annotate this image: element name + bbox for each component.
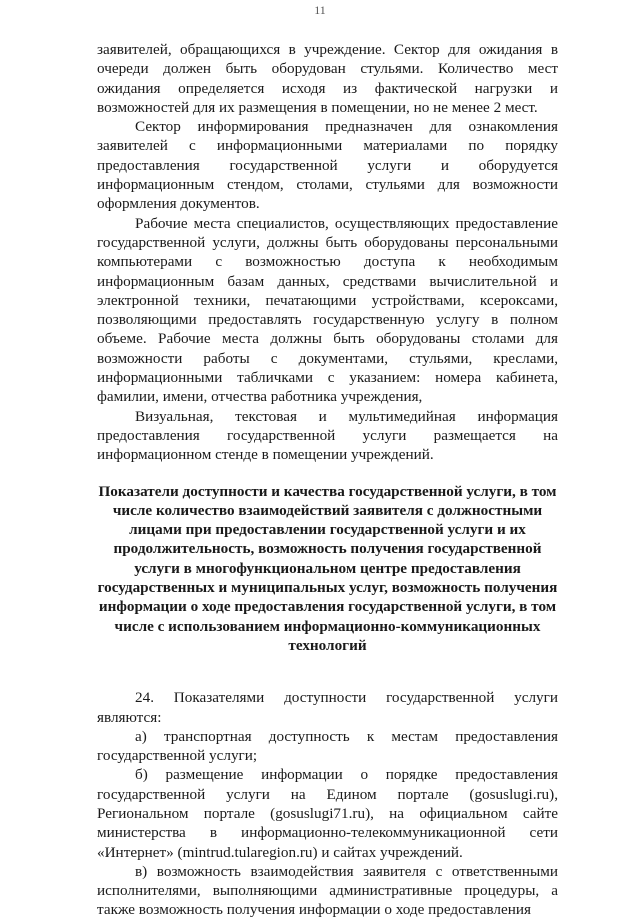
paragraph-waiting-sector: заявителей, обращающихся в учреждение. Сектор для ожидания в очереди должен быть оборудован стульями. Количество мест ожидания определяется исходя из фактической нагрузки и возможностей для их размещения в помещении, но не менее 2 мест. [97, 41, 558, 116]
section-heading [97, 482, 558, 656]
paragraph-item-v: в) возможность взаимодействия заявителя с ответственными исполнителями, выполняющими административные процедуры, а также возможность получения информации о ходе предоставления [97, 862, 558, 919]
paragraph-visual-info: Визуальная, текстовая и мультимедийная информация предоставления государственной услуги размещается на информационном стенде в помещении учреждений. [97, 407, 558, 464]
paragraph-information-sector: Сектор информирования предназначен для ознакомления заявителей с информационными материалами по порядку предоставления государственной услуги и оборудуется информационным стендом, столами, стульями для возможности оформления документов. [97, 118, 558, 213]
heading-line: числе количество взаимодействий заявителя с должностными [112, 501, 543, 519]
heading-line: информации о ходе предоставления государственной услуги, в том [98, 598, 557, 616]
heading-line: лицами при предоставлении государственной услуги и их [129, 521, 526, 539]
paragraph-item-a: а) транспортная доступность к местам предоставления государственной услуги; [97, 727, 558, 765]
page-number: 11 [314, 3, 326, 17]
paragraph-item-24: 24. Показателями доступности государственной услуги являются: [97, 689, 558, 726]
paragraph-workplaces: Рабочие места специалистов, осуществляющих предоставление государственной услуги, должны быть оборудованы персональными компьютерами с возможностью доступа к необходимым информационным базам данных, средствами вычислительной и электронной техники, печатающими устройствами, ксероксами, позволяющими предоставлять государственную услугу в полном объеме. Рабочие места должны быть оборудованы столами для возможности работы с документами, стульями, креслами, информационными табличками с указанием: номера кабинета, фамилии, имени, отчества работника учреждения, [97, 214, 558, 406]
heading-line: Показатели доступности и качества государственной услуги, в том [98, 482, 557, 500]
heading-line: числе с использованием информационно-коммуникационных [114, 617, 541, 635]
document-body [97, 40, 558, 920]
paragraph-item-b: б) размещение информации о порядке предоставления государственной услуги на Едином портале (gosuslugi.ru), Региональном портале (gosuslugi71.ru), на официальном сайте министерства в информационно-телекоммуникационной сети «Интернет» (mintrud.tularegion.ru) и сайтах учреждений. [97, 766, 558, 861]
heading-line: услуги в многофункциональном центре предоставления [134, 559, 521, 577]
heading-line: государственных и муниципальных услуг, возможность получения [97, 579, 558, 597]
heading-line: продолжительность, возможность получения государственной [113, 540, 542, 558]
heading-line: технологий [288, 636, 367, 654]
